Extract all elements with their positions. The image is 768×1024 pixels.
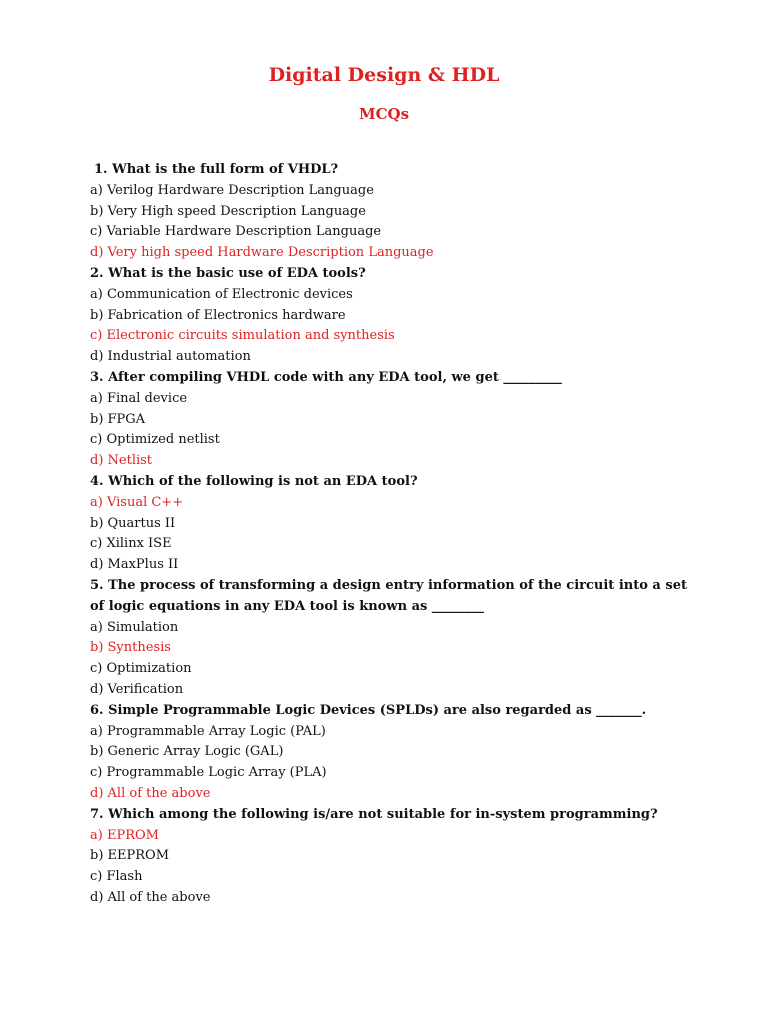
question-text: 5. The process of transforming a design entry information of the circuit into a set of logic equations in any EDA tool is known as ________ [90, 577, 687, 614]
answer-option: b) FPGA [90, 411, 146, 427]
correct-answer-option: d) Very high speed Hardware Description Language [90, 245, 434, 261]
answer-option: d) All of the above [90, 889, 211, 905]
correct-answer-option: d) Netlist [90, 453, 153, 469]
answer-option: c) Xilinx ISE [90, 536, 172, 552]
question-text: 2. What is the basic use of EDA tools? [90, 265, 366, 281]
answer-option: a) Programmable Array Logic (PAL) [90, 723, 326, 739]
question-block-4 [90, 472, 690, 576]
answer-option: b) Generic Array Logic (GAL) [90, 744, 284, 760]
correct-answer-option: c) Electronic circuits simulation and synthesis [90, 328, 395, 344]
question-text: 7. Which among the following is/are not suitable for in-system programming? [90, 806, 658, 822]
question-block-5 [90, 576, 690, 701]
questions-list [90, 160, 690, 909]
answer-option: c) Flash [90, 869, 143, 885]
answer-option: b) Fabrication of Electronics hardware [90, 307, 346, 323]
answer-option: a) Verilog Hardware Description Language [90, 182, 374, 198]
answer-option: b) Very High speed Description Language [90, 203, 366, 219]
answer-option: d) MaxPlus II [90, 557, 179, 573]
question-text: 3. After compiling VHDL code with any EDA tool, we get _________ [90, 369, 562, 385]
answer-option: a) Simulation [90, 619, 179, 635]
correct-answer-option: b) Synthesis [90, 640, 171, 656]
answer-option: c) Optimized netlist [90, 432, 220, 448]
question-text: 4. Which of the following is not an EDA tool? [90, 473, 418, 489]
question-block-7 [90, 805, 690, 909]
answer-option: b) EEPROM [90, 848, 170, 864]
question-text: 1. What is the full form of VHDL? [94, 162, 339, 177]
answer-option: b) Quartus II [90, 515, 176, 531]
question-text: 6. Simple Programmable Logic Devices (SPLDs) are also regarded as _______. [90, 702, 647, 718]
answer-option: d) Verification [90, 681, 184, 697]
question-block-1 [90, 160, 690, 264]
correct-answer-option: a) Visual C++ [90, 494, 184, 510]
answer-option: c) Variable Hardware Description Language [90, 224, 382, 240]
document-title: Digital Design & HDL [268, 64, 500, 86]
correct-answer-option: d) All of the above [90, 785, 211, 801]
question-block-3 [90, 368, 690, 472]
answer-option: a) Communication of Electronic devices [90, 286, 353, 302]
question-block-2 [90, 264, 690, 368]
document-subtitle: MCQs [358, 105, 410, 123]
correct-answer-option: a) EPROM [90, 827, 159, 843]
answer-option: d) Industrial automation [90, 349, 251, 365]
question-block-6 [90, 701, 690, 805]
answer-option: c) Programmable Logic Array (PLA) [90, 765, 327, 781]
answer-option: a) Final device [90, 390, 188, 406]
answer-option: c) Optimization [90, 661, 192, 677]
